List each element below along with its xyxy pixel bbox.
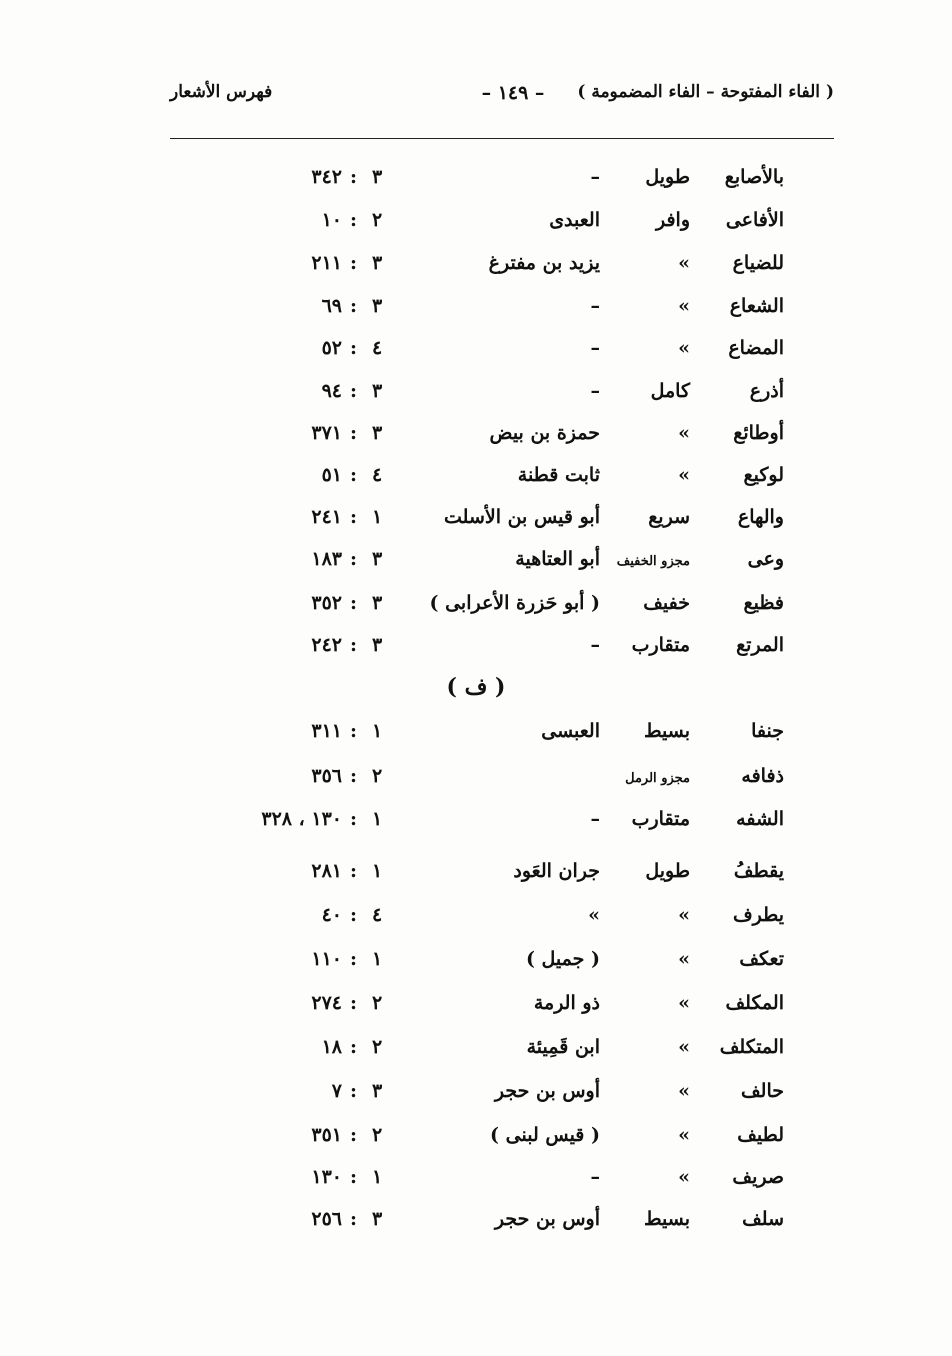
rhyme-word: بالأصابع xyxy=(724,166,784,188)
meter: كامل xyxy=(650,380,690,402)
separator: : xyxy=(350,464,358,486)
index-row xyxy=(0,1036,952,1072)
rhyme-word: الشفه xyxy=(736,808,784,830)
volume-number: ٣ xyxy=(372,1208,383,1230)
page-ref: ٧ xyxy=(331,1080,342,1102)
page-ref: ٢٤٢ xyxy=(311,634,342,656)
separator: : xyxy=(350,548,358,570)
rhyme-word: أوطائع xyxy=(733,422,784,444)
index-row xyxy=(0,295,952,331)
index-row xyxy=(0,904,952,940)
index-row xyxy=(0,1080,952,1116)
meter: » xyxy=(678,948,690,970)
volume-number: ٤ xyxy=(372,904,383,926)
page-ref: ١٣٠ xyxy=(311,1166,342,1188)
index-row xyxy=(0,634,952,670)
index-row xyxy=(0,860,952,896)
page-ref: ١٠ xyxy=(321,209,342,231)
volume-number: ١ xyxy=(372,860,383,882)
meter: سريع xyxy=(648,506,690,528)
rhyme-word: ذفافه xyxy=(741,765,784,787)
page-ref: ٢٧٤ xyxy=(311,992,342,1014)
poet: جران العَود xyxy=(513,860,600,882)
rhyme-word: والهاع xyxy=(737,506,784,528)
poet: العبدى xyxy=(549,209,600,231)
volume-number: ٢ xyxy=(372,1124,383,1146)
meter: » xyxy=(678,1124,690,1146)
poet: ( قيس لبنى ) xyxy=(490,1124,600,1146)
poet: – xyxy=(590,1166,600,1188)
separator: : xyxy=(350,380,358,402)
separator: : xyxy=(350,1166,358,1188)
rhyme-word: المكلف xyxy=(725,992,784,1014)
rhyme-word: الأفاعى xyxy=(725,209,784,231)
index-row xyxy=(0,422,952,458)
rhyme-word: فظيع xyxy=(743,592,784,614)
page-ref: ٥١ xyxy=(321,464,342,486)
page-ref: ٢١١ xyxy=(311,252,342,274)
meter: » xyxy=(678,295,690,317)
poet: ابن قَمِيئة xyxy=(526,1036,600,1058)
rhyme-word: جنفا xyxy=(751,720,784,742)
volume-number: ١ xyxy=(372,808,383,830)
poet: ( جميل ) xyxy=(525,948,600,970)
volume-number: ٤ xyxy=(372,337,383,359)
rhyme-word: صريف xyxy=(732,1166,784,1188)
poet: » xyxy=(588,904,600,926)
meter: وافر xyxy=(655,209,690,231)
rhyme-word: المتكلف xyxy=(719,1036,784,1058)
index-row xyxy=(0,948,952,984)
separator: : xyxy=(350,1124,358,1146)
index-row xyxy=(0,506,952,542)
poet: حمزة بن بيض xyxy=(489,422,600,444)
meter: » xyxy=(678,1166,690,1188)
volume-number: ٣ xyxy=(372,422,383,444)
rhyme-word: تعكف xyxy=(739,948,784,970)
separator: : xyxy=(350,252,358,274)
meter: بسيط xyxy=(643,720,690,742)
separator: : xyxy=(350,992,358,1014)
meter: مجزو الخفيف xyxy=(616,554,690,569)
rhyme-word: للضياع xyxy=(732,252,784,274)
volume-number: ٣ xyxy=(372,166,383,188)
index-row xyxy=(0,464,952,500)
volume-number: ١ xyxy=(372,720,383,742)
poet: ذو الرمة xyxy=(533,992,600,1014)
meter: » xyxy=(678,422,690,444)
meter: طويل xyxy=(645,860,690,882)
rhyme-word: وعى xyxy=(747,548,784,570)
poet: – xyxy=(590,166,600,188)
separator: : xyxy=(350,1036,358,1058)
separator: : xyxy=(350,634,358,656)
index-row xyxy=(0,992,952,1028)
page-ref: ٣٤٢ xyxy=(311,166,342,188)
rhyme-word: المضاع xyxy=(728,337,784,359)
volume-number: ٢ xyxy=(372,209,383,231)
volume-number: ٢ xyxy=(372,765,383,787)
poet: العبسى xyxy=(541,720,600,742)
running-title: ( الفاء المفتوحة – الفاء المضمومة ) xyxy=(577,82,834,102)
page-ref: ٩٤ xyxy=(321,380,342,402)
poet: – xyxy=(590,295,600,317)
poet: يزيد بن مفترغ xyxy=(488,252,600,274)
separator: : xyxy=(350,337,358,359)
index-title: فهرس الأشعار xyxy=(170,82,273,102)
page-ref: ٤٠ xyxy=(321,904,342,926)
volume-number: ٢ xyxy=(372,992,383,1014)
separator: : xyxy=(350,1208,358,1230)
index-row xyxy=(0,252,952,288)
poet: – xyxy=(590,808,600,830)
index-row xyxy=(0,808,952,844)
page-ref: ٣٥١ xyxy=(311,1124,342,1146)
rhyme-word: حالف xyxy=(741,1080,784,1102)
meter: » xyxy=(678,252,690,274)
rhyme-word: لوكيع xyxy=(743,464,784,486)
rhyme-word: المرتع xyxy=(736,634,784,656)
volume-number: ٤ xyxy=(372,464,383,486)
volume-number: ١ xyxy=(372,948,383,970)
rhyme-word: لطيف xyxy=(737,1124,784,1146)
section-heading: ( ف ) xyxy=(446,674,506,700)
poet: أوس بن حجر xyxy=(494,1208,600,1230)
page-header xyxy=(170,78,834,114)
volume-number: ٣ xyxy=(372,380,383,402)
page-ref: ١١٠ xyxy=(311,948,342,970)
meter: » xyxy=(678,992,690,1014)
separator: : xyxy=(350,209,358,231)
poet: أوس بن حجر xyxy=(494,1080,600,1102)
index-row xyxy=(0,765,952,801)
page-ref: ٣١١ xyxy=(311,720,342,742)
index-row xyxy=(0,166,952,202)
index-row xyxy=(0,209,952,245)
page-ref: ٢٥٦ xyxy=(311,1208,342,1230)
index-row xyxy=(0,548,952,584)
page-ref: ٦٩ xyxy=(321,295,342,317)
separator: : xyxy=(350,948,358,970)
meter: بسيط xyxy=(643,1208,690,1230)
poet: ثابت قطنة xyxy=(517,464,600,486)
header-rule xyxy=(170,138,834,139)
index-row xyxy=(0,380,952,416)
index-row xyxy=(0,337,952,373)
meter: » xyxy=(678,464,690,486)
page-ref: ٢٨١ xyxy=(311,860,342,882)
separator: : xyxy=(350,506,358,528)
rhyme-word: أذرع xyxy=(749,380,784,402)
page-ref: ٥٢ xyxy=(321,337,342,359)
volume-number: ٣ xyxy=(372,252,383,274)
separator: : xyxy=(350,765,358,787)
rhyme-word: سلف xyxy=(742,1208,784,1230)
volume-number: ١ xyxy=(372,506,383,528)
index-row xyxy=(0,1166,952,1202)
separator: : xyxy=(350,1080,358,1102)
meter: متقارب xyxy=(631,808,690,830)
meter: طويل xyxy=(645,166,690,188)
separator: : xyxy=(350,166,358,188)
index-row xyxy=(0,1124,952,1160)
volume-number: ٣ xyxy=(372,592,383,614)
meter: » xyxy=(678,904,690,926)
page-ref: ١٨٣ xyxy=(311,548,342,570)
poet: أبو العتاهية xyxy=(515,548,600,570)
index-row xyxy=(0,1208,952,1244)
meter: متقارب xyxy=(631,634,690,656)
volume-number: ١ xyxy=(372,1166,383,1188)
separator: : xyxy=(350,904,358,926)
separator: : xyxy=(350,808,358,830)
separator: : xyxy=(350,295,358,317)
meter: » xyxy=(678,337,690,359)
volume-number: ٣ xyxy=(372,548,383,570)
meter: » xyxy=(678,1080,690,1102)
index-row xyxy=(0,592,952,628)
separator: : xyxy=(350,422,358,444)
page-ref: ٣٥٢ xyxy=(311,592,342,614)
rhyme-word: يطرف xyxy=(732,904,784,926)
meter: مجزو الرمل xyxy=(625,771,690,786)
poet: – xyxy=(590,634,600,656)
page-ref: ٣٥٦ xyxy=(311,765,342,787)
page-ref: ٢٤١ xyxy=(311,506,342,528)
rhyme-word: الشعاع xyxy=(729,295,784,317)
volume-number: ٣ xyxy=(372,1080,383,1102)
volume-number: ٢ xyxy=(372,1036,383,1058)
separator: : xyxy=(350,860,358,882)
page-ref: ١٣٠ ، ٣٢٨ xyxy=(261,808,342,830)
index-row xyxy=(0,720,952,756)
poet: – xyxy=(590,337,600,359)
volume-number: ٣ xyxy=(372,634,383,656)
meter: خفيف xyxy=(643,592,690,614)
meter: » xyxy=(678,1036,690,1058)
page-ref: ٣٧١ xyxy=(311,422,342,444)
page-number: – ١٤٩ – xyxy=(481,82,545,104)
separator: : xyxy=(350,720,358,742)
rhyme-word: يقطفُ xyxy=(733,860,784,882)
page-ref: ١٨ xyxy=(321,1036,342,1058)
poet: أبو قيس بن الأسلت xyxy=(444,506,600,528)
poet: – xyxy=(590,380,600,402)
volume-number: ٣ xyxy=(372,295,383,317)
poet: ( أبو حَزرة الأعرابى ) xyxy=(429,592,600,614)
separator: : xyxy=(350,592,358,614)
